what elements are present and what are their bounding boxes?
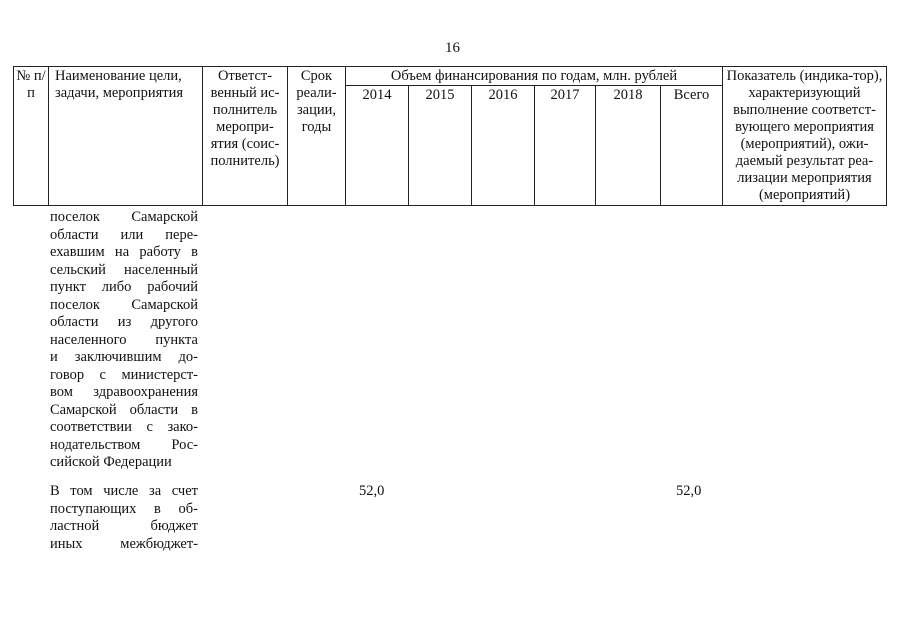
text-line: населенного пункта [50,331,198,348]
header-year: 2016 [472,86,535,206]
header-funding: Объем финансирования по годам, млн. рублей [346,67,723,86]
row2-text [50,483,198,553]
header-year: 2015 [409,86,472,206]
text-line: нодательством Рос- [50,436,198,453]
header-name: Наименование цели, задачи, мероприятия [49,67,203,206]
value-2014: 52,0 [359,483,385,499]
text-line: В том числе за счет [50,483,198,499]
text-line: и заключившим до- [50,349,198,365]
text-line: ехавшим на работу в [50,244,198,260]
header-num: № п/п [14,67,49,206]
header-total: Всего [661,86,723,206]
header-indicator: Показатель (индика-тор), характеризующий выполнение соответст-вующего мероприятия (мероприятий), ожи-даемый результат реа-лизации мероприятия (мероприятий) [723,67,887,206]
text-line: говор с министерст- [50,366,198,383]
text-line: ластной бюджет [50,518,198,534]
text-line: поступающих в об- [50,500,198,517]
header-term: Срок реали-зации, годы [288,67,346,206]
header-year: 2014 [346,86,409,206]
text-line: Самарской области в [50,401,198,418]
text-line: вом здравоохранения [50,384,198,400]
text-line: сийской Федерации [50,454,172,470]
text-line: поселок Самарской [50,296,198,313]
continued-text [50,209,198,472]
text-line: пункт либо рабочий [50,279,198,295]
header-year: 2018 [596,86,661,206]
header-table [13,66,887,206]
header-responsible: Ответст-венный ис-полнитель меропри-ятия (соис-полнитель) [203,67,288,206]
text-line: иных межбюджет- [50,535,198,552]
value-total: 52,0 [676,483,702,499]
text-line: области из другого [50,314,198,330]
text-line: сельский населенный [50,261,198,278]
text-line: поселок Самарской [50,209,198,225]
text-line: области или пере- [50,226,198,243]
header-year: 2017 [535,86,596,206]
page-number: 16 [445,40,460,56]
text-line: соответствии с зако- [50,419,198,435]
